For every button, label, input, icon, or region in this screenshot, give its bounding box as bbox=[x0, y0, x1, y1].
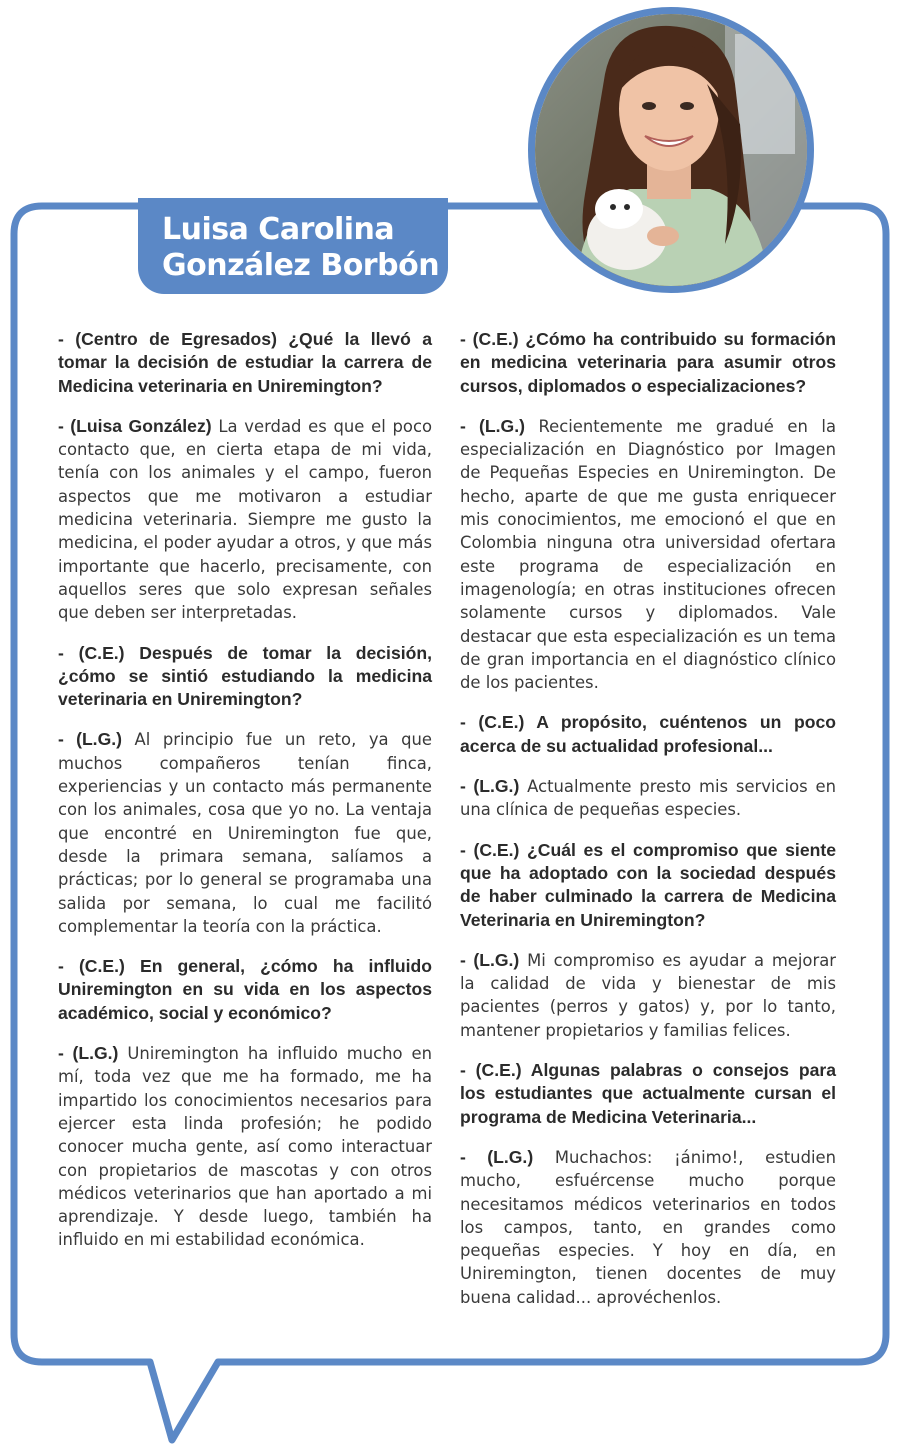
interview-column-left bbox=[58, 328, 432, 1269]
speaker: - (L.G.) bbox=[460, 949, 520, 970]
question-4: - (C.E.) ¿Cómo ha contribuido su formación en medicina veterinaria para asumir otros cursos, diplomados o especializaciones? bbox=[460, 329, 836, 396]
answer-text: Uniremington ha influido mucho en mí, toda vez que me ha formado, me ha impartido los conocimientos necesarios para ejercer esta linda profesión; he podido conocer mucha gente, así como interactuar con propietarios de mascotas y con otros médicos veterinarios que han aportado a mi aprendizaje. Y desde luego, también ha influido en mi estabilidad económica. bbox=[58, 1044, 432, 1250]
answer-text: Mi compromiso es ayudar a mejorar la calidad de vida y bienestar de mis pacientes (perros y gatos) y, por lo tanto, mantener propietarios y familias felices. bbox=[460, 950, 836, 1040]
answer-5 bbox=[460, 775, 836, 822]
person-name bbox=[162, 212, 439, 284]
person-name-line2: González Borbón bbox=[162, 248, 440, 283]
answer-text: Al principio fue un reto, ya que muchos compañeros tenían finca, experiencias y un contacto más permanente con los animales, cosa que yo no. La ventaja que encontré en Uniremington fue que, desde la primara semana, salíamos a prácticas; por lo general se programaba una salida por semana, lo cual me facilitó complementar la teoría con la práctica. bbox=[58, 730, 432, 936]
answer-text: La verdad es que el poco contacto que, en cierta etapa de mi vida, tenía con los animales y el campo, fueron aspectos que me motivaron a estudiar medicina veterinaria. Siempre me gusto la medicina, el poder ayudar a otros, y que más importante que hacerlo, precisamente, con aquellos seres que solo expresan señales que deben ser interpretadas. bbox=[58, 416, 432, 623]
name-tab bbox=[138, 198, 448, 294]
answer-4 bbox=[460, 415, 836, 695]
answer-text: Recientemente me gradué en la especialización en Diagnóstico por Imagen de Pequeñas Especies en Uniremington. De hecho, aparte de que me gusta enriquecer mis conocimientos, me emocionó el que en Colombia ninguna otra universidad ofertara este programa de especialización en imagenología; en otras instituciones ofrecen solamente cursos y diplomados. Vale destacar que esta especialización es un tema de gran importancia en el diagnóstico clínico de los pacientes. bbox=[460, 416, 836, 693]
speaker: - (L.G.) bbox=[460, 1146, 534, 1167]
speaker: - (Luisa González) bbox=[58, 415, 212, 436]
answer-2 bbox=[58, 728, 432, 938]
person-name-line1: Luisa Carolina bbox=[162, 212, 395, 247]
question-7: - (C.E.) Algunas palabras o consejos para los estudiantes que actualmente cursan el programa de Medicina Veterinaria... bbox=[460, 1060, 836, 1127]
answer-3 bbox=[58, 1042, 432, 1252]
question-5: - (C.E.) A propósito, cuéntenos un poco acerca de su actualidad profesional... bbox=[460, 712, 836, 756]
speaker: - (L.G.) bbox=[58, 729, 123, 750]
interview-column-right bbox=[460, 328, 836, 1326]
question-6: - (C.E.) ¿Cuál es el compromiso que siente que ha adoptado con la sociedad después de haber culminado la carrera de Medicina Veterinaria en Uniremington? bbox=[460, 839, 836, 930]
portrait-photo-icon bbox=[535, 14, 807, 286]
answer-6 bbox=[460, 949, 836, 1042]
question-1: - (Centro de Egresados) ¿Qué la llevó a tomar la decisión de estudiar la carrera de Medicina veterinaria en Uniremington? bbox=[58, 329, 432, 396]
speaker: - (L.G.) bbox=[460, 415, 525, 436]
answer-1 bbox=[58, 415, 432, 625]
speaker: - (L.G.) bbox=[460, 776, 520, 797]
answer-7 bbox=[460, 1146, 836, 1309]
question-3: - (C.E.) En general, ¿cómo ha influido Uniremington en su vida en los aspectos académico, social y económico? bbox=[58, 956, 432, 1023]
question-2: - (C.E.) Después de tomar la decisión, ¿cómo se sintió estudiando la medicina veterinaria en Uniremington? bbox=[58, 642, 432, 710]
speaker: - (L.G.) bbox=[58, 1043, 119, 1064]
answer-text: Actualmente presto mis servicios en una clínica de pequeñas especies. bbox=[460, 777, 836, 820]
portrait-photo bbox=[528, 7, 814, 293]
answer-text: Muchachos: ¡ánimo!, estudien mucho, esfuércense mucho porque necesitamos médicos veterinarios en todos los campos, tanto, en grandes como pequeñas especies. Y hoy en día, en Uniremington, tienen docentes de muy buena calidad... aprovéchenlos. bbox=[460, 1147, 836, 1307]
